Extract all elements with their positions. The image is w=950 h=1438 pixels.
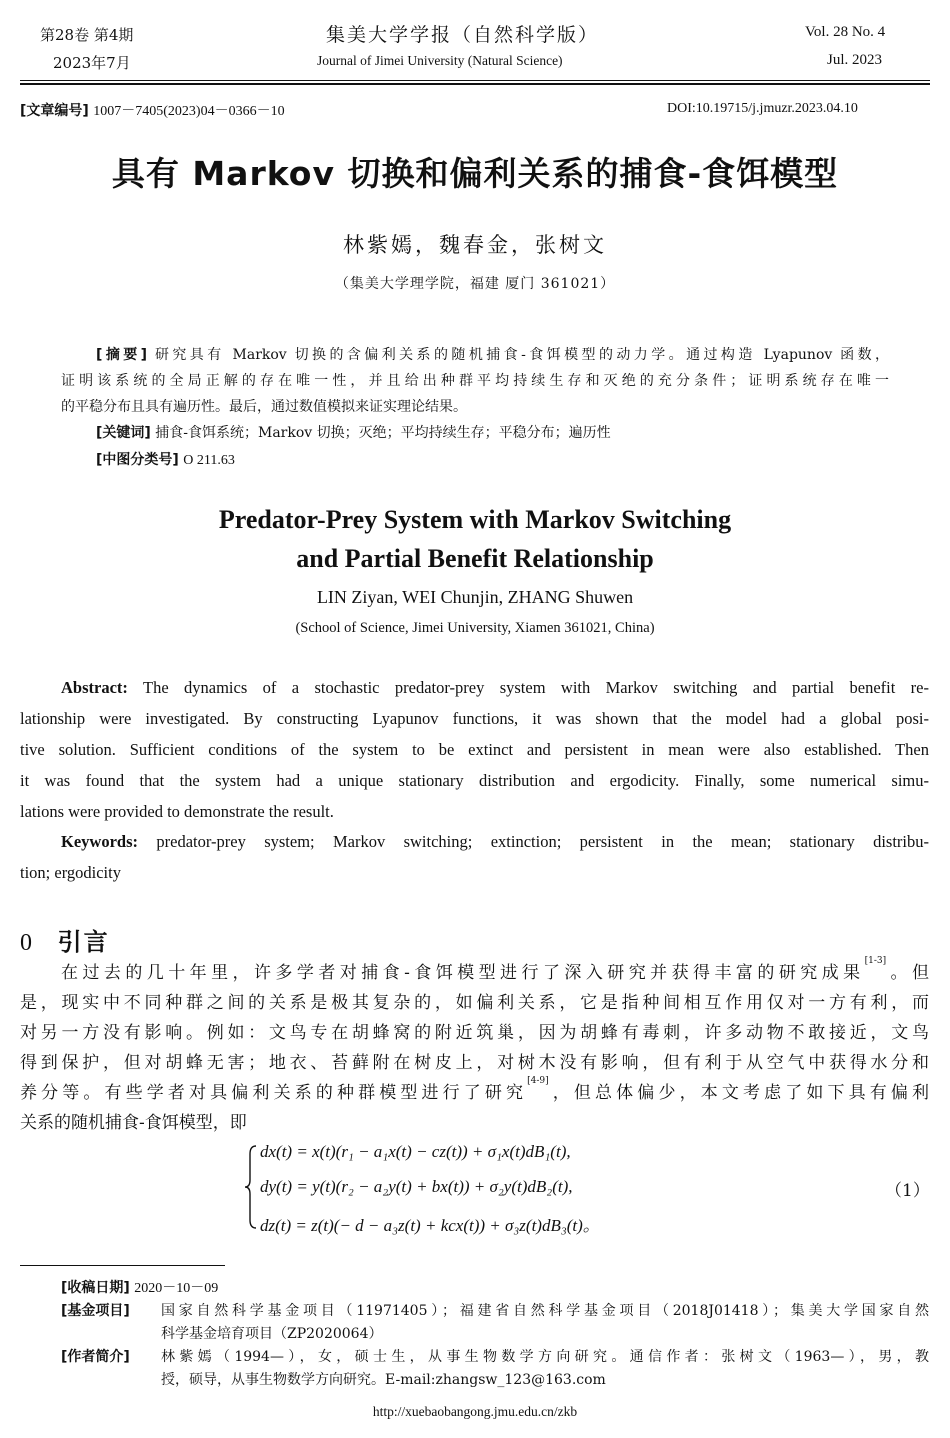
keywords-cn-label: [关键词]	[96, 425, 151, 441]
date-en: Jul. 2023	[827, 52, 883, 68]
footnote-received	[61, 1277, 218, 1297]
intro-line-2: 是，现实中不同种群之间的关系是极其复杂的，如偏利关系，它是指种间相互作用仅对一方有利，而	[20, 993, 929, 1013]
equation-line-3: dz(t) = z(t)(− d − a₃z(t) + kcx(t)) + σ₃z(t)dB₃(t)。	[260, 1216, 600, 1235]
received-label: [收稿日期]	[61, 1280, 130, 1296]
clc-cn-text: O 211.63	[183, 453, 235, 468]
journal-name-cn: 集美大学学报（自然科学版）	[326, 24, 600, 46]
abstract-cn-line-3: 的平稳分布且具有遍历性。最后，通过数值模拟来证实理论结果。	[61, 399, 467, 415]
equation-line-2: dy(t) = y(t)(r₂ − a₂y(t) + bx(t)) + σ₂y(t)dB₂(t),	[260, 1177, 573, 1196]
intro-line-5-text: 养分等。有些学者对具偏利关系的种群模型进行了研究	[20, 1083, 528, 1103]
abstract-en-line-1	[61, 678, 929, 698]
intro-line-5	[20, 1078, 929, 1103]
title-cn: 具有 Markov 切换和偏利关系的捕食-食饵模型	[111, 154, 839, 193]
citation-1-3: [1-3]	[864, 956, 887, 966]
footnote-rule	[20, 1265, 225, 1266]
intro-line-5-tail: ，但总体偏少，本文考虑了如下具有偏利	[548, 1083, 930, 1103]
abstract-en-line-3: tive solution. Sufficient conditions of the system to be extinct and persistent in mean were also established. Then	[20, 740, 929, 759]
keywords-cn-text: 捕食-食饵系统；Markov 切换；灭绝；平均持续生存；平稳分布；遍历性	[155, 425, 611, 441]
abstract-cn-line-1	[96, 344, 889, 364]
fund-line-1: 国家自然科学基金项目（11971405）；福建省自然科学基金项目（2018J01418）；集美大学国家自然	[161, 1303, 929, 1319]
journal-name-en: Journal of Jimei University (Natural Science)	[317, 53, 563, 68]
abstract-en-line-4: it was found that the system had a unique stationary distribution and ergodicity. Finally, some numerical simu-	[20, 771, 929, 790]
intro-line-6: 关系的随机捕食-食饵模型，即	[20, 1113, 247, 1133]
title-en-line-2: and Partial Benefit Relationship	[296, 544, 654, 573]
received-date: 2020－10－09	[134, 1281, 219, 1296]
keywords-en-text-1: predator-prey system; Markov switching; extinction; persistent in the mean; stationary distribu-	[156, 832, 930, 851]
abstract-cn-text-1: 研究具有 Markov 切换的含偏利关系的随机捕食-食饵模型的动力学。通过构造 Lyapunov 函数，	[154, 347, 889, 363]
doi: DOI:10.19715/j.jmuzr.2023.04.10	[667, 101, 858, 116]
abstract-cn-label: [摘要]	[96, 347, 148, 363]
article-number	[20, 100, 285, 120]
author-bio-label: [作者简介]	[61, 1349, 130, 1365]
abstract-en-line-5: lations were provided to demonstrate the result.	[20, 802, 334, 821]
equation-line-1: dx(t) = x(t)(r₁ − a₁x(t) − cz(t)) + σ₁x(t)dB₁(t),	[260, 1142, 571, 1161]
authors-cn: 林紫嫣，魏春金，张树文	[343, 233, 607, 257]
intro-line-1-tail: 。但	[886, 963, 929, 983]
citation-4-9: [4-9]	[527, 1076, 549, 1086]
date-cn: 2023年7月	[53, 54, 131, 72]
footer-url[interactable]: http://xuebaobangong.jmu.edu.cn/zkb	[372, 1404, 578, 1419]
clc-cn-label: [中图分类号]	[96, 452, 179, 468]
abstract-en-label: Abstract:	[61, 678, 128, 697]
authors-en: LIN Ziyan, WEI Chunjin, ZHANG Shuwen	[316, 587, 634, 607]
affiliation-en: (School of Science, Jimei University, Xiamen 361021, China)	[295, 620, 655, 636]
equation-brace	[244, 1144, 258, 1230]
keywords-en-line-1	[61, 832, 929, 852]
header-rule-thin	[20, 80, 930, 81]
equation-number: （1）	[885, 1181, 930, 1201]
section-title: 引言	[57, 928, 110, 956]
fund-label: [基金项目]	[61, 1303, 130, 1319]
section-number: 0	[20, 930, 32, 956]
header-rule-thick	[20, 83, 930, 85]
abstract-cn-line-2: 证明该系统的全局正解的存在唯一性，并且给出种群平均持续生存和灭绝的充分条件；证明系统存在唯一	[61, 373, 889, 389]
intro-line-1	[61, 958, 929, 983]
fund-line-2: 科学基金培育项目（ZP2020064）	[161, 1326, 383, 1342]
clc-cn	[96, 449, 235, 469]
intro-line-1-text: 在过去的几十年里，许多学者对捕食-食饵模型进行了深入研究并获得丰富的研究成果	[61, 963, 865, 983]
keywords-en-line-2: tion; ergodicity	[20, 863, 121, 882]
vol-no-en: Vol. 28 No. 4	[805, 24, 886, 40]
abstract-en-text-1: The dynamics of a stochastic predator-prey system with Markov switching and partial benefit re-	[142, 678, 929, 697]
author-bio-line-1: 林紫嫣（1994—），女，硕士生，从事生物数学方向研究。通信作者：张树文（1963—），男，教	[161, 1349, 929, 1365]
title-en-line-1: Predator-Prey System with Markov Switching	[218, 505, 732, 534]
author-bio-line-2: 授，硕导，从事生物数学方向研究。E-mail:zhangsw_123@163.com	[161, 1372, 606, 1388]
article-number-label: [文章编号]	[20, 103, 89, 119]
keywords-en-label: Keywords:	[61, 832, 138, 851]
article-number-value: 1007－7405(2023)04－0366－10	[93, 104, 285, 119]
section-heading	[20, 922, 110, 957]
keywords-cn	[96, 422, 611, 442]
volume-issue: 第28卷 第4期	[40, 26, 134, 44]
intro-line-3: 对另一方没有影响。例如：文鸟专在胡蜂窝的附近筑巢，因为胡蜂有毒刺，许多动物不敢接近，文鸟	[20, 1023, 929, 1043]
abstract-en-line-2: lationship were investigated. By constructing Lyapunov functions, it was shown that the model had a global posi-	[20, 709, 929, 728]
intro-line-4: 得到保护，但对胡蜂无害；地衣、苔藓附在树皮上，对树木没有影响，但有利于从空气中获得水分和	[20, 1053, 929, 1073]
affiliation-cn: （集美大学理学院，福建 厦门 361021）	[334, 276, 616, 292]
